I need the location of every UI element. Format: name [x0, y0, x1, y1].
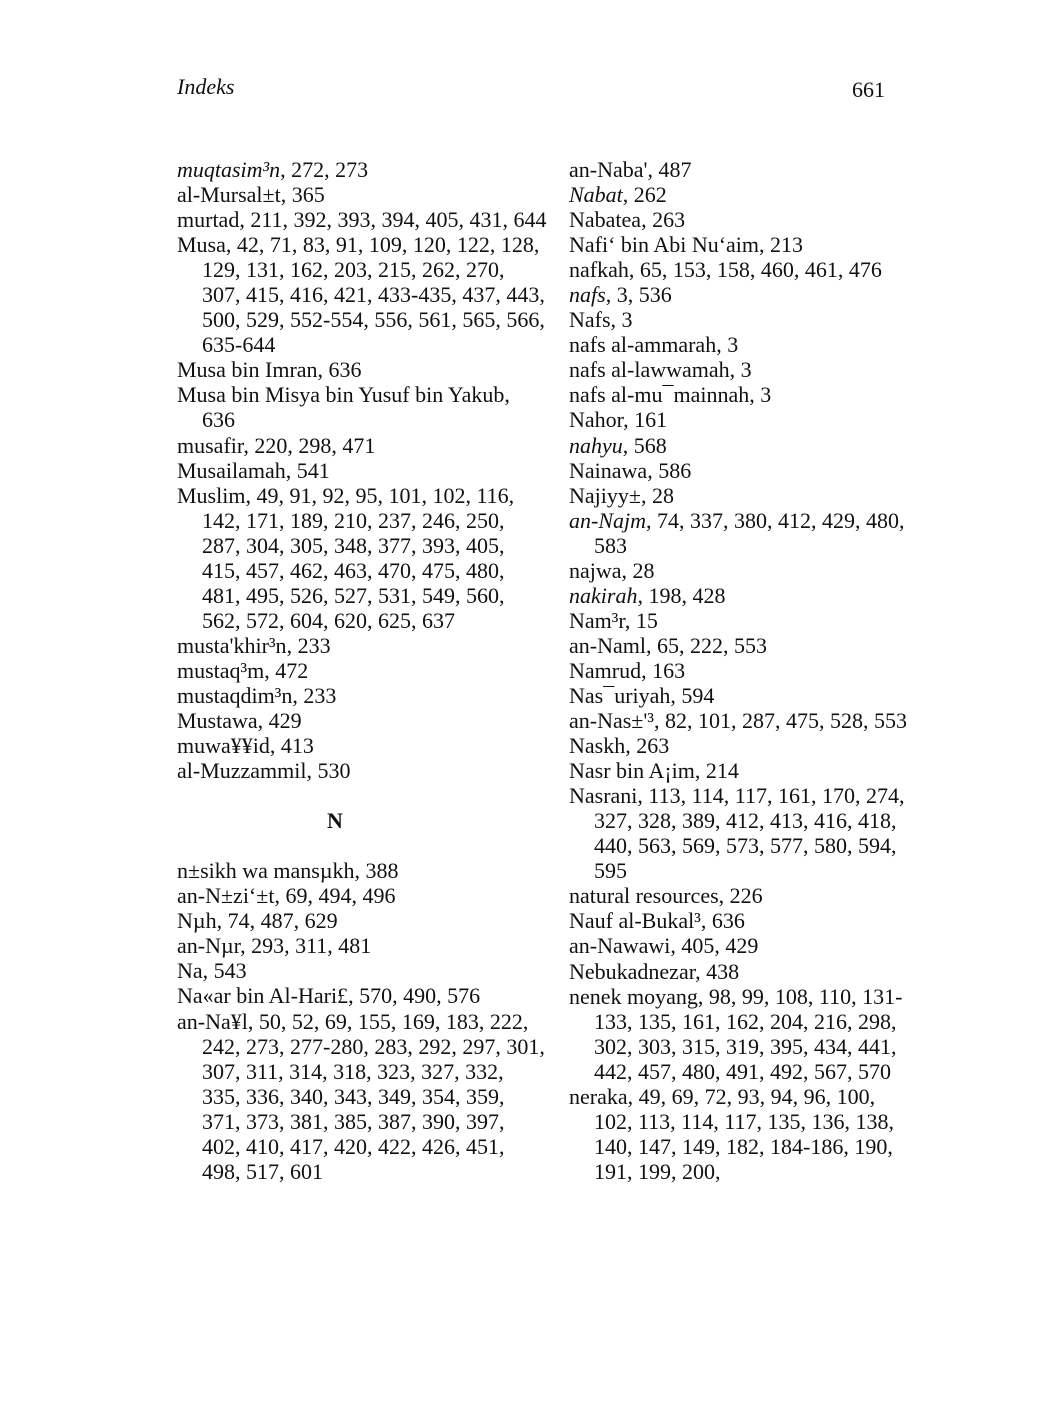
index-term: an-Nµr — [177, 933, 241, 959]
index-entry — [569, 232, 914, 257]
index-entry — [569, 558, 914, 583]
index-page-refs: , 568 — [622, 432, 667, 458]
index-page-refs: , 636 — [202, 382, 510, 433]
index-entry — [569, 758, 914, 783]
index-entry — [569, 407, 914, 432]
index-entry — [569, 182, 914, 207]
index-page-refs: , 3 — [729, 357, 752, 383]
index-term: Muslim — [177, 482, 246, 508]
index-page-refs: , 263 — [625, 733, 670, 759]
index-page-refs: , 82, 101, 287, 475, 528, 553 — [653, 708, 907, 734]
index-entry — [177, 858, 547, 883]
index-term: nafs al-ammarah — [569, 332, 717, 358]
index-entry — [177, 357, 547, 382]
index-term: an-Nas±'³ — [569, 708, 654, 734]
index-page-refs: , 3, 536 — [605, 282, 672, 308]
index-entry — [569, 157, 914, 182]
index-entry — [177, 157, 547, 182]
index-term: Musailamah — [177, 457, 286, 483]
index-term: nahyu — [569, 432, 623, 458]
index-page-refs: , 541 — [285, 457, 330, 483]
index-entry — [177, 958, 547, 983]
index-term: musta'khir³n — [177, 632, 287, 658]
index-entry — [569, 458, 914, 483]
index-entry — [569, 282, 914, 307]
index-entry — [177, 733, 547, 758]
index-page-refs: , 272, 273 — [280, 157, 369, 182]
index-entry — [569, 984, 914, 1084]
index-entry — [569, 257, 914, 282]
index-page-refs: , 15 — [624, 607, 658, 633]
index-page-refs: , 74, 487, 629 — [216, 908, 338, 934]
index-entry — [177, 207, 547, 232]
index-entry — [177, 758, 547, 783]
index-term: an-Naba' — [569, 157, 648, 182]
index-entry — [569, 508, 914, 558]
index-term: Nasrani — [569, 783, 638, 809]
index-term: musafir — [177, 432, 244, 458]
index-page-refs: , 213 — [759, 232, 804, 258]
index-term: mustaq³m — [177, 657, 265, 683]
index-page-refs: , 49, 69, 72, 93, 94, 96, 100, 102, 113, 114, 117, 135, 136, 138, 140, 147, 149, 182, 184-186, 190, 191, 199, 200, — [594, 1083, 895, 1184]
index-term: Naskh — [569, 733, 626, 759]
index-term: al-Mursal±t — [177, 182, 281, 208]
running-title: Indeks — [177, 74, 235, 99]
index-term: natural resources — [569, 883, 719, 909]
index-page-refs: , 49, 91, 92, 95, 101, 102, 116, 142, 171, 189, 210, 237, 246, 250, 287, 304, 305, 348, 377, 393, 405, 415, 457, 462, 463, 470, 475, 480, 481, 495, 526, 527, 531, 549, 560, 562, 572, 604, 620, 625, 637 — [202, 482, 515, 633]
index-term: mustaqdim³n — [177, 682, 293, 708]
index-page-refs: , 233 — [286, 632, 331, 658]
index-entry — [569, 783, 914, 883]
index-entry — [569, 583, 914, 608]
index-entry — [177, 883, 547, 908]
index-term: Nauf al-Bukal³ — [569, 908, 701, 934]
index-term: an-Nawawi — [569, 933, 671, 959]
index-term: nafs al-mu¯mainnah — [569, 382, 750, 408]
index-term: Na — [177, 958, 203, 984]
index-page-refs: , 636 — [700, 908, 745, 934]
index-term: nenek moyang — [569, 983, 698, 1009]
index-term: Nafi‘ bin Abi Nu‘aim — [569, 232, 760, 258]
index-page-refs: , 113, 114, 117, 161, 170, 274, 327, 328, 389, 412, 413, 416, 418, 440, 563, 569, 573, 577, 580, 594, 595 — [594, 783, 905, 884]
index-page-refs: , 594 — [670, 682, 715, 708]
index-term: an-Naml — [569, 632, 646, 658]
index-entry — [569, 332, 914, 357]
index-entry — [177, 908, 547, 933]
index-entry — [569, 633, 914, 658]
index-page-refs: , 365 — [280, 182, 325, 208]
index-page-refs: , 263 — [641, 207, 686, 233]
index-page-refs: , 226 — [718, 883, 763, 909]
index-entry — [569, 608, 914, 633]
index-term: murtad — [177, 207, 240, 233]
index-page-refs: , 220, 298, 471 — [243, 432, 376, 458]
index-page-refs: , 50, 52, 69, 155, 169, 183, 222, 242, 273, 277-280, 283, 292, 297, 301, 307, 311, 314, 318, 323, 327, 332, 335, 336, 340, 343, 349, 354, 359, 371, 373, 381, 385, 387, 390, 397, 402, 410, 417, 420, 422, 426, 451, 498, 517, 601 — [202, 1008, 545, 1184]
index-page-refs: , 3 — [610, 307, 633, 333]
index-entry — [569, 433, 914, 458]
index-page-refs: , 636 — [317, 357, 362, 383]
index-entry — [177, 683, 547, 708]
index-term: Nam³r — [569, 607, 625, 633]
index-page-refs: , 161 — [623, 407, 668, 433]
index-entry — [177, 182, 547, 207]
index-entry — [569, 1084, 914, 1184]
index-entry — [569, 883, 914, 908]
index-entry — [569, 357, 914, 382]
index-page-refs: , 65, 153, 158, 460, 461, 476 — [628, 257, 882, 283]
index-entry — [569, 483, 914, 508]
index-page-refs: , 405, 429 — [670, 933, 759, 959]
index-entry — [569, 658, 914, 683]
index-term: an-Na¥l — [177, 1008, 248, 1034]
index-page-refs: , 487 — [647, 157, 692, 182]
index-term: an-N±zi‘±t — [177, 883, 275, 909]
index-entry — [177, 658, 547, 683]
index-page-refs: , 3 — [749, 382, 772, 408]
index-page-refs: , 429 — [257, 708, 302, 734]
index-page-refs: , 214 — [694, 758, 739, 784]
index-page-refs: , 74, 337, 380, 412, 429, 480, 583 — [594, 507, 905, 558]
index-entry — [177, 633, 547, 658]
index-page-refs: , 28 — [640, 482, 674, 508]
index-page-refs: , 163 — [641, 657, 686, 683]
index-term: nafkah — [569, 257, 629, 283]
index-term: neraka — [569, 1083, 628, 1109]
index-entry — [569, 708, 914, 733]
index-page-refs: , 233 — [292, 682, 337, 708]
index-term: an-Najm — [569, 507, 646, 533]
index-entry — [569, 382, 914, 407]
index-term: Nabat — [569, 182, 623, 208]
index-term: Na«ar bin Al-Hari£ — [177, 983, 349, 1009]
index-term: Namrud — [569, 657, 642, 683]
index-term: Mustawa — [177, 708, 258, 734]
page-number: 661 — [852, 77, 885, 102]
index-term: najwa — [569, 557, 622, 583]
index-letter-heading: N — [327, 808, 343, 834]
index-term: al-Muzzammil — [177, 758, 307, 784]
index-entry — [569, 307, 914, 332]
index-entry — [569, 207, 914, 232]
index-page-refs: , 69, 494, 496 — [274, 883, 396, 909]
index-term: Nafs — [569, 307, 611, 333]
index-term: nafs — [569, 282, 606, 308]
index-entry — [569, 959, 914, 984]
index-page-refs: , 28 — [621, 557, 655, 583]
index-page-refs: , 543 — [202, 958, 247, 984]
index-entry — [177, 382, 547, 432]
index-page-refs: , 438 — [695, 958, 740, 984]
index-page-refs: , 586 — [647, 457, 692, 483]
index-entry — [177, 708, 547, 733]
index-entry — [569, 733, 914, 758]
index-term: nafs al-lawwamah — [569, 357, 730, 383]
index-term: Najiyy± — [569, 482, 641, 508]
index-page-refs: , 198, 428 — [637, 582, 726, 608]
index-term: Nµh — [177, 908, 217, 934]
index-term: n±sikh wa mansµkh — [177, 858, 355, 884]
index-page-refs: , 388 — [354, 858, 399, 884]
index-term: Musa bin Misya bin Yusuf bin Yakub — [177, 382, 505, 408]
index-column-left — [177, 157, 547, 1184]
index-term: Musa — [177, 232, 226, 258]
index-term: muwa¥¥id — [177, 733, 270, 759]
index-entry — [177, 458, 547, 483]
index-page-refs: , 293, 311, 481 — [240, 933, 372, 959]
index-term: Musa bin Imran — [177, 357, 318, 383]
index-entry — [569, 933, 914, 958]
index-entry — [177, 433, 547, 458]
index-page-refs: , 65, 222, 553 — [645, 632, 767, 658]
index-term: Nabatea — [569, 207, 642, 233]
index-entry — [177, 933, 547, 958]
index-page-refs: , 413 — [269, 733, 314, 759]
index-term: muqtasim³n — [177, 157, 281, 182]
index-page-refs: , 3 — [716, 332, 739, 358]
index-term: Nahor — [569, 407, 624, 433]
index-entry — [177, 232, 547, 357]
index-page-refs: , 262 — [622, 182, 667, 208]
index-term: Nasr bin A¡im — [569, 758, 695, 784]
index-entry — [569, 683, 914, 708]
index-page-refs: , 570, 490, 576 — [348, 983, 481, 1009]
index-page-refs: , 98, 99, 108, 110, 131-133, 135, 161, 162, 204, 216, 298, 302, 303, 315, 319, 395, 434, 441, 442, 457, 480, 491, 492, 567, 570 — [594, 983, 903, 1084]
index-page-refs: , 211, 392, 393, 394, 405, 431, 644 — [239, 207, 547, 233]
index-term: Nebukadnezar — [569, 958, 696, 984]
index-column-right — [569, 157, 914, 1184]
index-entry — [177, 483, 547, 633]
index-term: Nas¯uriyah — [569, 682, 671, 708]
index-page-refs: , 530 — [306, 758, 351, 784]
index-page-refs: , 472 — [264, 657, 309, 683]
index-entry — [177, 983, 547, 1008]
index-term: nakirah — [569, 582, 638, 608]
index-entry — [177, 1009, 547, 1184]
index-page-refs: , 42, 71, 83, 91, 109, 120, 122, 128, 129, 131, 162, 203, 215, 262, 270, 307, 415, 416, 421, 433-435, 437, 443, 500, 529, 552-554, 556, 561, 565, 566, 635-644 — [202, 232, 545, 358]
index-entry — [569, 908, 914, 933]
index-term: Nainawa — [569, 457, 648, 483]
